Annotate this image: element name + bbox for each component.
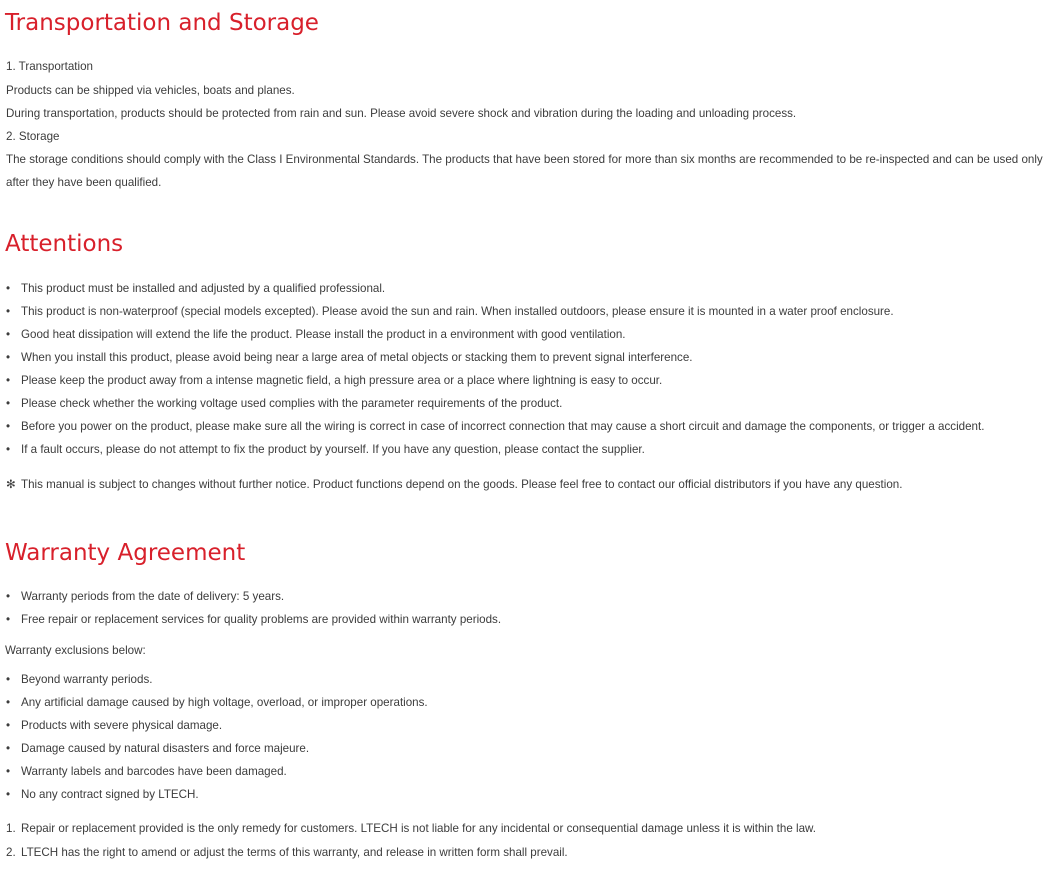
storage-subtitle: 2. Storage bbox=[6, 130, 60, 143]
bullet-icon: • bbox=[6, 613, 11, 626]
attentions-heading: Attentions bbox=[5, 231, 124, 257]
bullet-icon: • bbox=[6, 719, 11, 732]
warranty-text: Free repair or replacement services for quality problems are provided within warranty periods. bbox=[21, 613, 502, 626]
attention-text: If a fault occurs, please do not attempt to fix the product by yourself. If you have any question, please contact the supplier. bbox=[21, 443, 645, 456]
bullet-icon: • bbox=[6, 742, 11, 755]
exclusion-text: Products with severe physical damage. bbox=[21, 719, 223, 732]
bullet-icon: • bbox=[6, 328, 11, 341]
exclusion-text: Beyond warranty periods. bbox=[21, 673, 153, 686]
attention-text: When you install this product, please avoid being near a large area of metal objects or stacking them to prevent signal interference. bbox=[21, 351, 693, 364]
attention-text: Good heat dissipation will extend the life the product. Please install the product in a environment with good ventilation. bbox=[21, 328, 626, 341]
bullet-icon: • bbox=[6, 443, 11, 456]
bullet-icon: • bbox=[6, 696, 11, 709]
exclusion-text: Warranty labels and barcodes have been damaged. bbox=[21, 765, 287, 778]
transport-subtitle: 1. Transportation bbox=[6, 60, 94, 73]
transport-heading: Transportation and Storage bbox=[5, 10, 319, 36]
exclusion-text: Any artificial damage caused by high voltage, overload, or improper operations. bbox=[21, 696, 428, 709]
bullet-icon: • bbox=[6, 374, 11, 387]
bullet-icon: • bbox=[6, 397, 11, 410]
bullet-icon: • bbox=[6, 351, 11, 364]
warranty-text: Warranty periods from the date of delivery: 5 years. bbox=[21, 590, 285, 603]
clause-text: Repair or replacement provided is the only remedy for customers. LTECH is not liable for any incidental or consequential damage unless it is within the law. bbox=[21, 822, 816, 835]
warranty-heading: Warranty Agreement bbox=[5, 540, 246, 566]
clause-number: 1. bbox=[6, 822, 16, 835]
attention-text: Before you power on the product, please make sure all the wiring is correct in case of incorrect connection that may cause a short circuit and damage the components, or trigger a accident. bbox=[21, 420, 985, 433]
attention-text: This product is non-waterproof (special models excepted). Please avoid the sun and rain. When installed outdoors, please ensure it is mounted in a water proof enclosure. bbox=[21, 305, 894, 318]
bullet-icon: • bbox=[6, 590, 11, 603]
clause-number: 2. bbox=[6, 846, 16, 859]
bullet-icon: • bbox=[6, 765, 11, 778]
bullet-icon: • bbox=[6, 673, 11, 686]
attention-text: Please keep the product away from a intense magnetic field, a high pressure area or a place where lightning is easy to occur. bbox=[21, 374, 663, 387]
exclusion-text: Damage caused by natural disasters and force majeure. bbox=[21, 742, 310, 755]
storage-text: The storage conditions should comply with the Class I Environmental Standards. The products that have been stored for more than six months are recommended to be re-inspected and can be used only after they have been qualified. bbox=[6, 153, 1043, 189]
notice-text: This manual is subject to changes without further notice. Product functions depend on the goods. Please feel free to contact our official distributors if you have any question. bbox=[21, 478, 903, 491]
bullet-icon: • bbox=[6, 305, 11, 318]
attention-text: This product must be installed and adjusted by a qualified professional. bbox=[21, 282, 386, 295]
exclusion-text: No any contract signed by LTECH. bbox=[21, 788, 199, 801]
exclusions-title: Warranty exclusions below: bbox=[5, 644, 146, 657]
bullet-icon: • bbox=[6, 788, 11, 801]
transport-line-1: Products can be shipped via vehicles, boats and planes. bbox=[6, 84, 295, 97]
bullet-icon: • bbox=[6, 282, 11, 295]
transport-line-2: During transportation, products should be protected from rain and sun. Please avoid severe shock and vibration during the loading and unloading process. bbox=[6, 107, 797, 120]
attention-text: Please check whether the working voltage used complies with the parameter requirements of the product. bbox=[21, 397, 563, 410]
asterisk-icon: ✻ bbox=[6, 478, 16, 491]
bullet-icon: • bbox=[6, 420, 11, 433]
clause-text: LTECH has the right to amend or adjust the terms of this warranty, and release in written form shall prevail. bbox=[21, 846, 568, 859]
